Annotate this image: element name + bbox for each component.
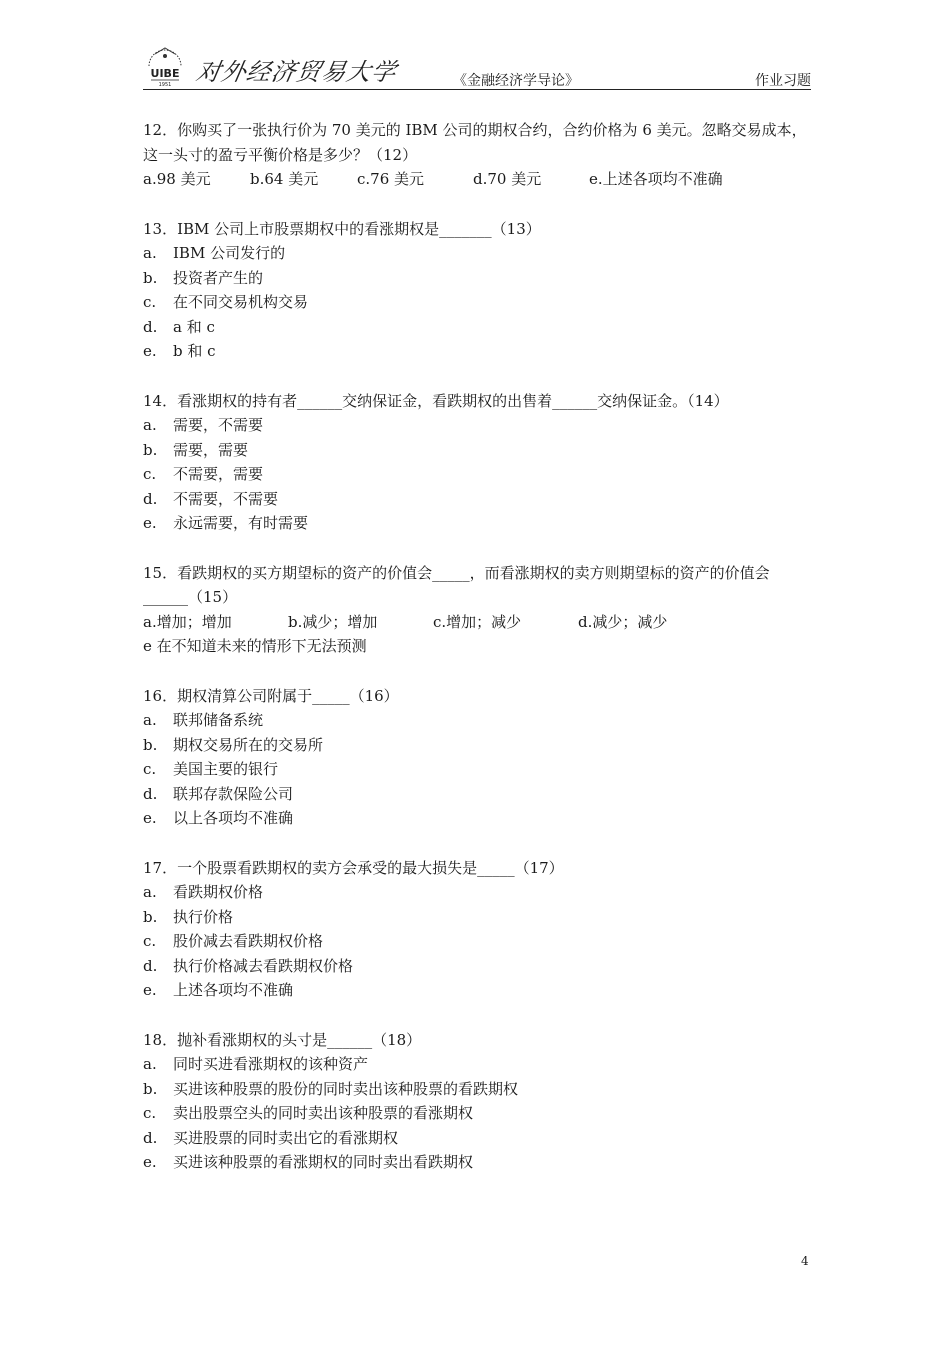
option-text: a 和 c [173, 317, 215, 336]
option-letter: a. [143, 883, 157, 901]
option-item [143, 1150, 813, 1175]
option-text: IBM 公司发行的 [173, 244, 286, 262]
question-stem: 17．一个股票看跌期权的卖方会承受的最大损失是_____（17） [143, 858, 564, 877]
university-name: 对外经济贸易大学 [194, 58, 400, 86]
option-item [143, 905, 813, 930]
option-letter: c. [143, 932, 157, 950]
option-letter: d. [143, 317, 158, 336]
inline-option-row [143, 634, 813, 659]
option-letter: b. [143, 268, 158, 287]
option-letter: e. [143, 1153, 157, 1171]
option-text: a.98 美元 [143, 170, 211, 188]
option-letter: d. [143, 1128, 158, 1147]
option-text: 永远需要，有时需要 [173, 514, 309, 532]
option-letter: c. [143, 293, 157, 311]
option-letter: c. [143, 1104, 157, 1122]
option-item [143, 290, 813, 315]
option-item [143, 806, 813, 831]
option-item [143, 929, 813, 954]
option-letter: b. [143, 1079, 158, 1098]
inline-option-row [143, 167, 813, 192]
option-text: 联邦储备系统 [173, 711, 264, 729]
option-item [143, 1052, 813, 1077]
option-item [143, 708, 813, 733]
option-text: 在不同交易机构交易 [173, 293, 309, 311]
option-letter: d. [143, 489, 158, 508]
question-12 [143, 118, 813, 192]
page-number: 4 [801, 1254, 809, 1268]
option-item [143, 315, 813, 340]
option-item [143, 1126, 813, 1151]
option-item [143, 757, 813, 782]
university-logo-icon [143, 44, 187, 88]
option-letter: b. [143, 440, 158, 459]
option-item [143, 462, 813, 487]
option-item [143, 978, 813, 1003]
question-17 [143, 856, 813, 1003]
logo-text: UIBE [150, 67, 180, 80]
option-item [143, 438, 813, 463]
option-letter: a. [143, 244, 157, 262]
option-letter: d. [143, 956, 158, 975]
option-item [143, 241, 813, 266]
option-text: 执行价格 [173, 907, 234, 926]
option-text: a.增加；增加 [143, 612, 232, 631]
option-item [143, 339, 813, 364]
option-letter: e. [143, 981, 157, 999]
option-letter: b. [143, 907, 158, 926]
option-text: b.减少；增加 [288, 612, 378, 631]
option-text: b.64 美元 [250, 170, 319, 188]
option-letter: e. [143, 809, 157, 827]
option-text: 同时买进看涨期权的该种资产 [173, 1055, 369, 1073]
option-text: 上述各项均不准确 [173, 981, 294, 999]
question-stem: 13．IBM 公司上市股票期权中的看涨期权是_______（13） [143, 219, 541, 238]
option-text: 股价减去看跌期权价格 [173, 932, 324, 950]
option-item [143, 487, 813, 512]
option-text: c.增加；减少 [433, 612, 522, 631]
option-text: 买进该种股票的看涨期权的同时卖出看跌期权 [173, 1153, 474, 1171]
option-text: 期权交易所在的交易所 [173, 735, 324, 754]
option-text: e.上述各项均不准确 [589, 170, 723, 188]
option-letter: b. [143, 735, 158, 754]
option-text: 联邦存款保险公司 [173, 784, 294, 803]
option-text: 以上各项均不准确 [173, 809, 294, 827]
question-13 [143, 217, 813, 364]
inline-option-row [143, 610, 813, 635]
option-text: 看跌期权价格 [173, 883, 264, 901]
option-item [143, 782, 813, 807]
option-text: e 在不知道未来的情形下无法预测 [143, 637, 367, 655]
question-16 [143, 684, 813, 831]
option-text: 需要，需要 [173, 440, 249, 459]
header-rule [143, 89, 811, 90]
course-title: 《金融经济学导论》 [453, 73, 579, 89]
option-item [143, 880, 813, 905]
option-letter: e. [143, 342, 157, 360]
option-text: 买进股票的同时卖出它的看涨期权 [173, 1128, 399, 1147]
question-stem: 14．看涨期权的持有者______交纳保证金，看跌期权的出售着______交纳保证金。（14） [143, 391, 729, 410]
option-text: 卖出股票空头的同时卖出该种股票的看涨期权 [173, 1104, 474, 1122]
option-item [143, 954, 813, 979]
question-stem: 12．你购买了一张执行价为 70 美元的 IBM 公司的期权合约，合约价格为 6 美元。忽略交易成本，这一头寸的盈亏平衡价格是多少？（12） [143, 121, 807, 164]
logo-year: 1951 [158, 82, 172, 88]
question-stem: 15．看跌期权的买方期望标的资产的价值会_____，而看涨期权的卖方则期望标的资产的价值会______（15） [143, 563, 770, 606]
option-letter: c. [143, 465, 157, 483]
document-type: 作业习题 [755, 73, 811, 89]
option-text: 执行价格减去看跌期权价格 [173, 956, 354, 975]
option-text: 需要，不需要 [173, 416, 264, 434]
option-text: 美国主要的银行 [173, 760, 279, 778]
question-18 [143, 1028, 813, 1175]
question-stem: 18．抛补看涨期权的头寸是______（18） [143, 1030, 422, 1049]
option-item [143, 1077, 813, 1102]
question-14 [143, 389, 813, 536]
option-item [143, 266, 813, 291]
page-header [143, 40, 811, 92]
option-item [143, 1101, 813, 1126]
option-item [143, 413, 813, 438]
option-item [143, 733, 813, 758]
option-letter: a. [143, 1055, 157, 1073]
option-text: 投资者产生的 [173, 268, 264, 287]
question-stem: 16．期权清算公司附属于_____（16） [143, 686, 399, 705]
option-item [143, 511, 813, 536]
option-letter: e. [143, 514, 157, 532]
option-text: 买进该种股票的股份的同时卖出该种股票的看跌期权 [173, 1079, 519, 1098]
option-text: b 和 c [173, 342, 216, 360]
option-text: 不需要，需要 [173, 465, 264, 483]
option-text: d.70 美元 [473, 170, 542, 188]
option-text: 不需要，不需要 [173, 489, 279, 508]
option-text: c.76 美元 [357, 170, 425, 188]
option-letter: c. [143, 760, 157, 778]
question-15 [143, 561, 813, 659]
option-text: d.减少；减少 [578, 612, 668, 631]
option-letter: d. [143, 784, 158, 803]
option-letter: a. [143, 711, 157, 729]
question-list [143, 118, 813, 1200]
option-letter: a. [143, 416, 157, 434]
